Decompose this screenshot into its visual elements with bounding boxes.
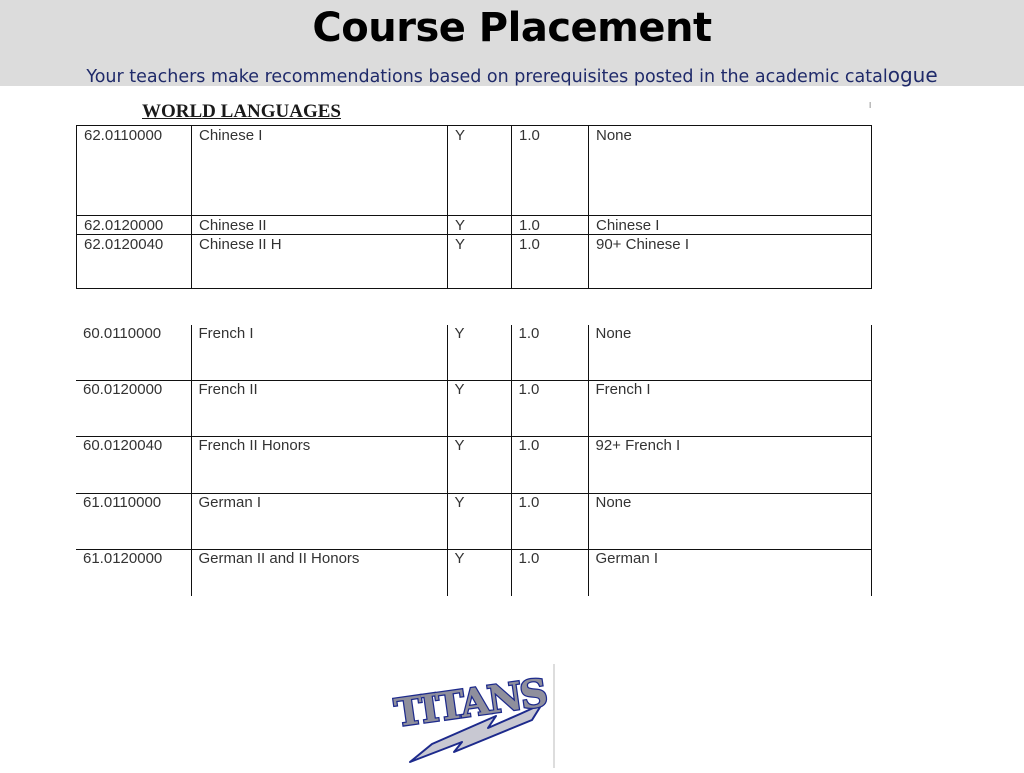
table-row <box>76 380 871 436</box>
section-marker: I <box>869 101 872 110</box>
course-name: French I <box>191 325 447 380</box>
course-code: 62.0120000 <box>77 216 192 235</box>
course-credit: 1.0 <box>512 235 589 289</box>
course-name: Chinese II H <box>192 235 448 289</box>
course-prerequisite: 90+ Chinese I <box>589 235 872 289</box>
course-prerequisite: Chinese I <box>589 216 872 235</box>
course-code: 62.0120040 <box>77 235 192 289</box>
course-flag: Y <box>448 216 512 235</box>
course-credit: 1.0 <box>511 380 588 436</box>
table-row <box>77 126 872 216</box>
slide-subtitle <box>0 63 1024 87</box>
course-credit: 1.0 <box>511 549 588 596</box>
course-credit: 1.0 <box>511 325 588 380</box>
course-name: German I <box>191 493 447 549</box>
course-flag: Y <box>447 380 511 436</box>
slide-title: Course Placement <box>312 5 712 51</box>
course-prerequisite: 92+ French I <box>588 436 871 493</box>
course-prerequisite: French I <box>588 380 871 436</box>
table-row <box>77 235 872 289</box>
logo-text: TITANS <box>392 669 549 736</box>
course-code: 60.0110000 <box>76 325 191 380</box>
course-flag: Y <box>448 126 512 216</box>
section-title: WORLD LANGUAGES <box>142 101 341 122</box>
table-row <box>77 216 872 235</box>
course-credit: 1.0 <box>512 126 589 216</box>
course-flag: Y <box>447 493 511 549</box>
subtitle-main: Your teachers make recommendations based on prerequisites posted in the academic catal <box>86 67 888 87</box>
course-code: 61.0120000 <box>76 549 191 596</box>
course-flag: Y <box>448 235 512 289</box>
course-prerequisite: None <box>588 325 871 380</box>
course-code: 62.0110000 <box>77 126 192 216</box>
table-row <box>76 325 871 380</box>
course-prerequisite: German I <box>588 549 871 596</box>
course-credit: 1.0 <box>511 436 588 493</box>
course-flag: Y <box>447 436 511 493</box>
course-flag: Y <box>447 549 511 596</box>
titans-logo-icon <box>392 662 556 768</box>
course-credit: 1.0 <box>512 216 589 235</box>
course-prerequisite: None <box>588 493 871 549</box>
course-credit: 1.0 <box>511 493 588 549</box>
table-row <box>76 436 871 493</box>
course-name: German II and II Honors <box>191 549 447 596</box>
course-flag: Y <box>447 325 511 380</box>
course-prerequisite: None <box>589 126 872 216</box>
course-code: 61.0110000 <box>76 493 191 549</box>
table-row <box>76 549 871 596</box>
subtitle-tail: ogue <box>887 63 938 87</box>
course-name: Chinese I <box>192 126 448 216</box>
titans-logo <box>392 662 556 768</box>
course-code: 60.0120040 <box>76 436 191 493</box>
course-name: French II <box>191 380 447 436</box>
table-row <box>76 493 871 549</box>
french-german-course-table <box>76 325 872 596</box>
course-name: French II Honors <box>191 436 447 493</box>
course-name: Chinese II <box>192 216 448 235</box>
chinese-course-table <box>76 125 872 289</box>
course-code: 60.0120000 <box>76 380 191 436</box>
